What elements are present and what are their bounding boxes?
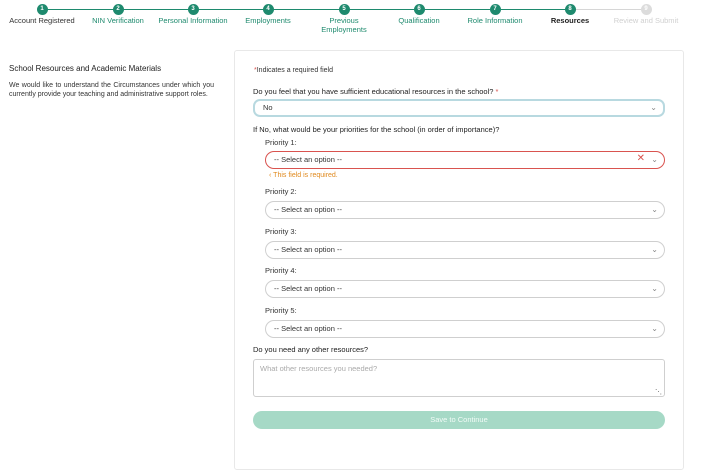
select-value: -- Select an option --	[274, 205, 342, 214]
error-bullet-icon: ‹	[269, 172, 272, 179]
sufficient-resources-select[interactable]	[253, 99, 665, 117]
step-label: Role Information	[467, 16, 523, 25]
step-role-information[interactable]	[460, 4, 530, 25]
chevron-down-icon: ⌄	[651, 245, 658, 254]
step-number: 5	[339, 4, 350, 15]
step-personal-information[interactable]	[158, 4, 228, 25]
step-label: Review and Submit	[613, 16, 679, 25]
section-intro	[9, 64, 214, 99]
chevron-down-icon: ⌄	[651, 205, 658, 214]
required-field-note	[254, 67, 333, 74]
required-note-text: Indicates a required field	[256, 67, 334, 74]
step-qualification[interactable]	[384, 4, 454, 25]
step-label: Account Registered	[9, 16, 75, 25]
step-number: 8	[565, 4, 576, 15]
step-number: 7	[490, 4, 501, 15]
step-label: Personal Information	[158, 16, 228, 25]
chevron-down-icon: ⌄	[651, 324, 658, 333]
select-value: -- Select an option --	[274, 324, 342, 333]
clear-x-icon[interactable]: ✕	[636, 153, 645, 164]
step-number: 1	[37, 4, 48, 15]
step-label: Resources	[550, 16, 590, 25]
priority-5-label: Priority 5:	[265, 306, 297, 315]
error-text: This field is required.	[273, 172, 338, 179]
step-number: 3	[188, 4, 199, 15]
select-value: No	[263, 103, 273, 112]
step-employments[interactable]	[233, 4, 303, 25]
resize-handle-icon[interactable]: ⋱	[655, 389, 662, 396]
step-number: 9	[641, 4, 652, 15]
sufficient-resources-question	[253, 87, 498, 96]
step-label: NIN Verification	[92, 16, 144, 25]
question-text: Do you feel that you have sufficient educational resources in the school?	[253, 87, 494, 96]
chevron-down-icon: ⌄	[650, 103, 657, 112]
chevron-down-icon: ⌄	[651, 155, 658, 164]
save-to-continue-button[interactable]: Save to Continue	[253, 411, 665, 429]
textarea-placeholder: What other resources you needed?	[260, 364, 378, 373]
section-description: We would like to understand the Circumstances under which you currently provide your teaching and administrative support roles.	[9, 82, 214, 98]
priority-3-select[interactable]	[265, 241, 665, 259]
step-account-registered[interactable]	[7, 4, 77, 25]
step-number: 2	[113, 4, 124, 15]
resources-form	[234, 50, 684, 470]
select-value: -- Select an option --	[274, 155, 342, 164]
progress-stepper	[0, 0, 701, 42]
step-number: 6	[414, 4, 425, 15]
step-nin-verification[interactable]	[83, 4, 153, 25]
other-resources-textarea[interactable]	[253, 359, 665, 397]
priority-5-select[interactable]	[265, 320, 665, 338]
required-star: *	[495, 87, 499, 96]
priority-1-select[interactable]	[265, 151, 665, 169]
section-title: School Resources and Academic Materials	[9, 64, 162, 73]
step-label: Qualification	[398, 16, 440, 25]
priority-4-label: Priority 4:	[265, 266, 297, 275]
required-star: *	[254, 67, 257, 74]
priority-1-error	[269, 172, 338, 179]
select-value: -- Select an option --	[274, 284, 342, 293]
step-number: 4	[263, 4, 274, 15]
select-value: -- Select an option --	[274, 245, 342, 254]
priority-3-label: Priority 3:	[265, 227, 297, 236]
priorities-question: If No, what would be your priorities for the school (in order of importance)?	[253, 125, 500, 134]
step-previous-employments[interactable]	[309, 4, 379, 34]
priority-2-label: Priority 2:	[265, 187, 297, 196]
chevron-down-icon: ⌄	[651, 284, 658, 293]
priority-1-label: Priority 1:	[265, 138, 297, 147]
step-review-and-submit	[611, 4, 681, 25]
priority-2-select[interactable]	[265, 201, 665, 219]
step-resources[interactable]	[535, 4, 605, 25]
step-label: Employments	[245, 16, 291, 25]
other-resources-question: Do you need any other resources?	[253, 345, 369, 354]
step-label: Previous Employments	[321, 16, 367, 34]
priority-4-select[interactable]	[265, 280, 665, 298]
